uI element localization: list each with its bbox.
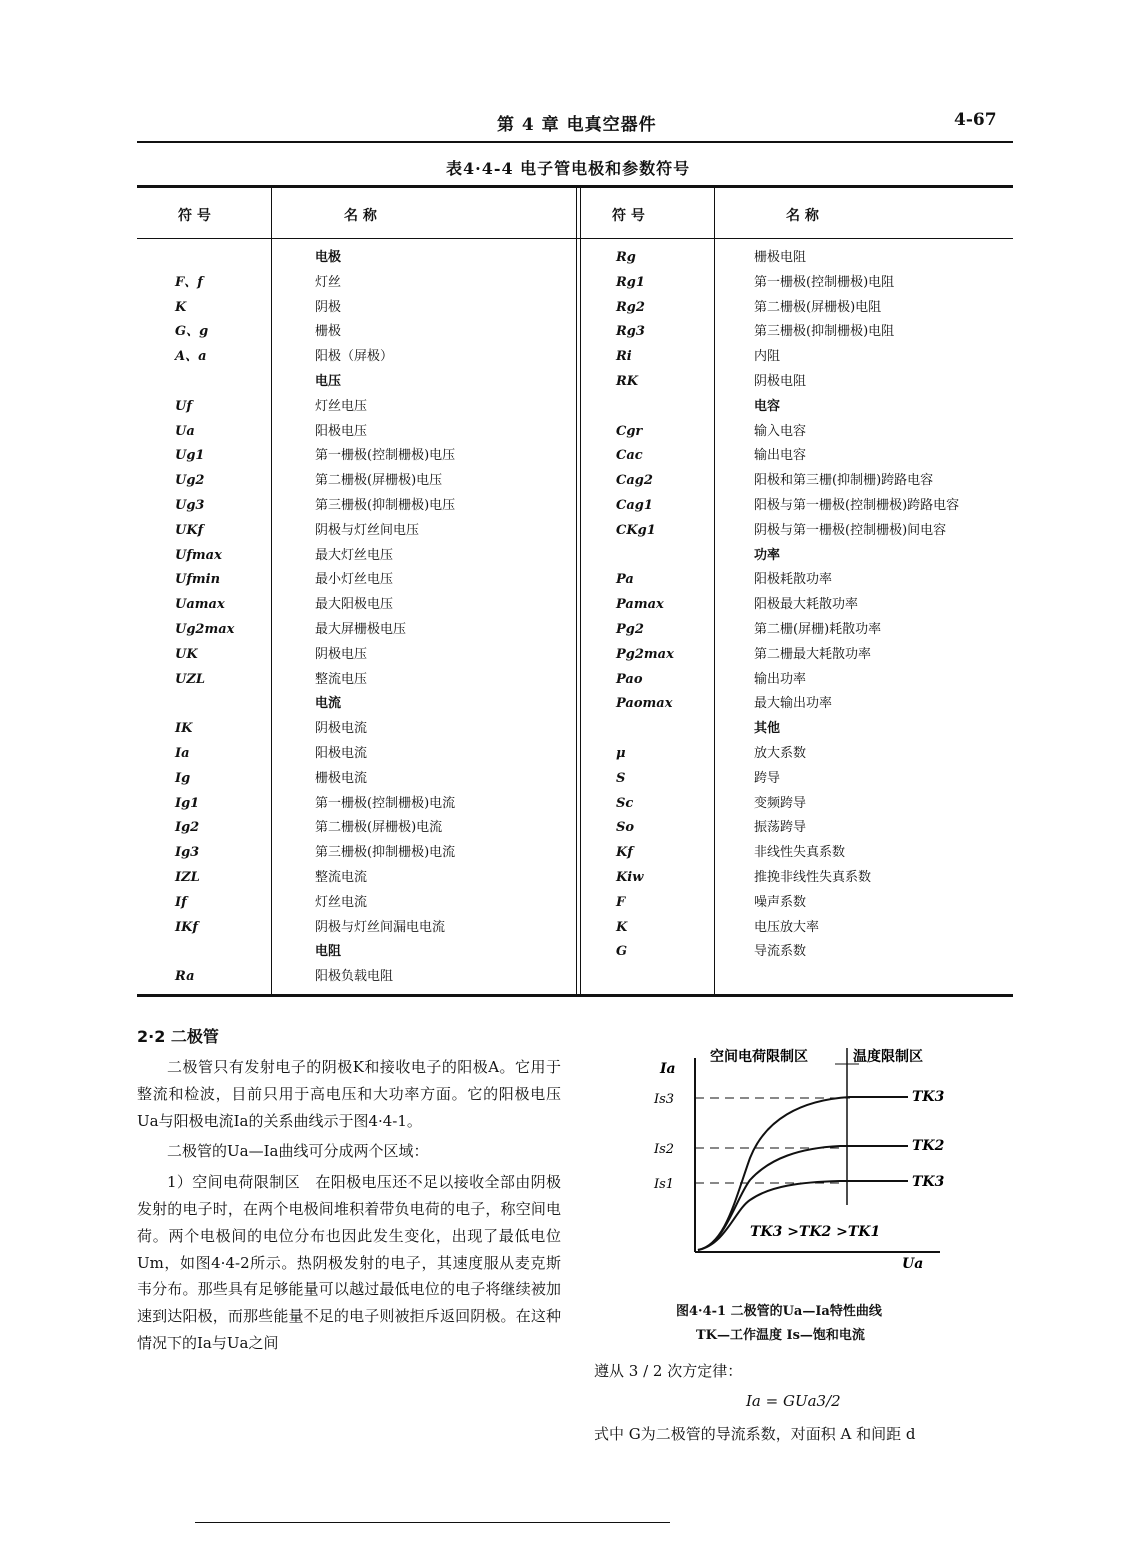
table-cell-name: 输出电容 <box>754 448 807 464</box>
header-symbol-left: 符 号 <box>178 208 211 224</box>
table-cell-symbol: Pa <box>616 572 634 588</box>
table-cell-name: 栅极电阻 <box>754 250 807 265</box>
table-cell-name: 阳极负载电阻 <box>315 969 394 985</box>
table-cell-symbol: Ug3 <box>175 498 205 513</box>
table-cell-symbol: Cgr <box>616 423 643 439</box>
table-cell-name: 推挽非线性失真系数 <box>754 870 872 885</box>
level-label: Is1 <box>654 1177 675 1192</box>
table-cell-name: 整流电压 <box>315 671 368 687</box>
region-right-label: 温度限制区 <box>853 1049 923 1065</box>
table-cell-name: 跨导 <box>754 770 781 786</box>
table-cell-symbol: Ua <box>175 423 195 439</box>
header-symbol-right: 符 号 <box>612 208 645 224</box>
table-cell-symbol: Ug2max <box>175 622 235 637</box>
inequality-label: TK3 >TK2 >TK1 <box>750 1224 881 1240</box>
header-name-right: 名 称 <box>786 208 819 224</box>
curve-label: TK3 <box>912 1174 945 1190</box>
table-cell-symbol: K <box>616 919 628 935</box>
table-cell-name: 电容 <box>754 398 781 414</box>
table-cell-symbol: K <box>175 299 187 315</box>
figure-caption: 图4·4-1 二极管的Ua—Ia特性曲线 <box>676 1304 882 1319</box>
table-cell-name: 输入电容 <box>754 423 807 439</box>
table-cell-name: 阳极（屏极） <box>315 349 394 365</box>
table-cell-name: 导流系数 <box>754 944 807 960</box>
table-bottom-rule <box>137 994 1013 997</box>
col-divider-double-a <box>576 188 577 994</box>
x-axis-label: Ua <box>902 1256 924 1272</box>
formula: Ia = GUa3/2 <box>746 1392 841 1410</box>
table-cell-symbol: Ig2 <box>175 820 200 836</box>
region-left-label: 空间电荷限制区 <box>710 1049 808 1065</box>
paragraph: 二极管只有发射电子的阴极K和接收电子的阳极A。它用于整流和检波，目前只用于高电压和大功率方面。它的阳极电压Ua与阳极电流Ia的关系曲线示于图4·4-1。 <box>137 1058 561 1130</box>
table-cell-name: 放大系数 <box>754 746 807 761</box>
y-axis-label: Ia <box>660 1061 676 1077</box>
table-title: 表4·4-4 电子管电极和参数符号 <box>446 159 691 178</box>
table-cell-symbol: CKg1 <box>616 522 656 538</box>
table-cell-name: 最大阳极电压 <box>315 597 394 613</box>
table-cell-symbol: So <box>616 820 635 836</box>
table-cell-symbol: Rg3 <box>616 324 645 340</box>
table-cell-name: 第三栅极(抑制栅极)电阻 <box>754 324 895 340</box>
table-cell-symbol: Uf <box>175 398 192 414</box>
table-cell-name: 变频跨导 <box>754 795 807 811</box>
table-cell-symbol: IZL <box>175 870 200 885</box>
table-cell-name: 阳极与第一栅极(控制栅极)跨路电容 <box>754 498 960 513</box>
table-cell-name: 电阻 <box>315 944 342 960</box>
page-number: 4-67 <box>954 110 997 130</box>
footer-rule <box>195 1522 670 1523</box>
table-cell-symbol: IK <box>175 721 193 737</box>
table-cell-symbol: Rg <box>616 250 636 265</box>
table-cell-symbol: Paomax <box>616 696 673 712</box>
table-cell-name: 灯丝电流 <box>315 894 368 910</box>
curve-label: TK3 <box>912 1089 945 1105</box>
table-cell-name: 最大屏栅极电压 <box>315 622 407 637</box>
table-cell-symbol: Uamax <box>175 597 225 613</box>
table-cell-name: 电极 <box>315 250 342 265</box>
header-name-left: 名 称 <box>344 208 377 224</box>
table-cell-symbol: Rg2 <box>616 299 645 315</box>
table-cell-symbol: Cag1 <box>616 498 653 513</box>
table-cell-name: 栅极 <box>315 324 342 340</box>
table-cell-name: 最大灯丝电压 <box>315 547 394 563</box>
table-cell-symbol: F <box>616 894 626 910</box>
table-cell-name: 阴极电阻 <box>754 374 807 389</box>
table-cell-symbol: Cac <box>616 448 643 464</box>
paragraph: 二极管的Ua—Ia曲线可分成两个区域： <box>167 1142 429 1161</box>
table-cell-symbol: F、f <box>175 274 203 290</box>
table-cell-name: 第二栅极(屏栅极)电压 <box>315 473 443 489</box>
table-cell-symbol: μ <box>616 746 626 761</box>
body-text <box>137 1054 561 1357</box>
table-cell-symbol: Ufmax <box>175 547 222 563</box>
table-cell-name: 非线性失真系数 <box>754 845 846 861</box>
level-label: Is2 <box>654 1142 675 1157</box>
section-heading: 2·2 二极管 <box>137 1027 219 1046</box>
table-cell-name: 振荡跨导 <box>754 820 807 836</box>
table-header-rule <box>137 238 1013 239</box>
col-divider <box>714 188 715 994</box>
table-cell-symbol: Pao <box>616 671 643 687</box>
table-cell-name: 阴极与第一栅极(控制栅极)间电容 <box>754 522 947 538</box>
table-cell-name: 整流电流 <box>315 870 368 885</box>
table-cell-name: 灯丝电压 <box>315 398 368 414</box>
table-cell-name: 栅极电流 <box>315 770 368 786</box>
table-cell-name: 阴极与灯丝间漏电电流 <box>315 919 446 935</box>
curve-label: TK2 <box>912 1138 945 1154</box>
table-cell-name: 阴极电压 <box>315 646 368 662</box>
table-cell-symbol: Rg1 <box>616 274 645 290</box>
table-cell-name: 第一栅极(控制栅极)电流 <box>315 795 456 811</box>
col-divider-double-b <box>580 188 581 994</box>
table-cell-name: 阴极电流 <box>315 721 368 737</box>
table-top-rule <box>137 185 1013 188</box>
table-cell-symbol: Ufmin <box>175 572 221 588</box>
table-cell-symbol: Ri <box>616 349 632 365</box>
table-cell-name: 第二栅最大耗散功率 <box>754 646 872 662</box>
table-cell-symbol: Ig <box>175 770 191 786</box>
table-cell-name: 内阻 <box>754 349 781 365</box>
figure-caption-legend: TK—工作温度 Is—饱和电流 <box>696 1328 865 1343</box>
table-cell-symbol: If <box>175 894 187 910</box>
table-cell-name: 功率 <box>754 547 781 563</box>
diode-characteristic-figure <box>640 1040 970 1290</box>
table-cell-symbol: Ig1 <box>175 795 200 811</box>
table-cell-name: 电压放大率 <box>754 919 820 935</box>
table-cell-name: 电流 <box>315 696 342 712</box>
table-cell-symbol: Pg2 <box>616 622 644 637</box>
paragraph: 1）空间电荷限制区 在阳极电压还不足以接收全部由阴极发射的电子时，在两个电极间堆积着带负电荷的电子，称空间电荷。两个电极间的电位分布也因此发生变化，出现了最低电位Um，如图4·4-2所示。热阴极发射的电子，其速度服从麦克斯韦分布。那些具有足够能量可以越过最低电位的电子将继续被加速到达阳极，而那些能量不足的电子则被拒斥返回阴极。在这种情况下的Ia与Ua之间 <box>137 1173 561 1352</box>
table-cell-name: 阴极 <box>315 299 342 315</box>
table-cell-symbol: Ug1 <box>175 448 205 464</box>
table-cell-name: 输出功率 <box>754 671 807 687</box>
table-cell-name: 阴极与灯丝间电压 <box>315 522 420 538</box>
table-cell-symbol: Ia <box>175 746 190 761</box>
table-cell-symbol: UKf <box>175 522 204 538</box>
table-cell-name: 第一栅极(控制栅极)电阻 <box>754 274 895 290</box>
table-cell-symbol: Cag2 <box>616 473 653 489</box>
table-cell-name: 第二栅(屏栅)耗散功率 <box>754 622 882 637</box>
table-cell-symbol: RK <box>616 374 639 389</box>
table-cell-symbol: Ig3 <box>175 845 200 861</box>
table-cell-name: 阳极和第三栅(抑制栅)跨路电容 <box>754 473 934 489</box>
table-cell-symbol: S <box>616 770 626 786</box>
table-cell-symbol: Pamax <box>616 597 664 613</box>
table-cell-symbol: G <box>616 944 628 960</box>
table-cell-symbol: G、g <box>175 324 209 340</box>
table-cell-symbol: Pg2max <box>616 646 674 662</box>
table-cell-symbol: UK <box>175 646 198 662</box>
table-cell-name: 第三栅极(抑制栅极)电压 <box>315 498 456 513</box>
table-cell-symbol: Sc <box>616 795 634 811</box>
header-rule <box>137 141 1013 143</box>
table-cell-name: 第二栅极(屏栅极)电流 <box>315 820 443 836</box>
table-cell-name: 噪声系数 <box>754 894 807 910</box>
table-cell-name: 第一栅极(控制栅极)电压 <box>315 448 456 464</box>
table-cell-name: 最大输出功率 <box>754 696 833 712</box>
right-text-line: 式中 G为二极管的导流系数，对面积 A 和间距 d <box>594 1425 916 1443</box>
table-cell-name: 第二栅极(屏栅极)电阻 <box>754 299 882 315</box>
table-cell-symbol: Kiw <box>616 870 644 885</box>
table-cell-symbol: IKf <box>175 919 198 935</box>
table-cell-name: 第三栅极(抑制栅极)电流 <box>315 845 456 861</box>
table-cell-name: 灯丝 <box>315 274 342 290</box>
table-cell-name: 阳极电流 <box>315 746 368 761</box>
table-cell-name: 其他 <box>754 721 781 737</box>
table-cell-name: 最小灯丝电压 <box>315 572 394 588</box>
table-cell-name: 电压 <box>315 374 342 389</box>
table-cell-symbol: Kf <box>616 845 633 861</box>
col-divider <box>271 188 272 994</box>
level-label: Is3 <box>654 1092 675 1107</box>
table-cell-symbol: A、a <box>175 349 207 365</box>
table-cell-name: 阳极最大耗散功率 <box>754 597 859 613</box>
table-cell-symbol: Ra <box>175 969 195 985</box>
table-cell-symbol: UZL <box>175 671 205 687</box>
chapter-title: 第 4 章 电真空器件 <box>497 115 657 135</box>
right-text-line: 遵从 3 / 2 次方定律： <box>594 1362 743 1380</box>
table-cell-symbol: Ug2 <box>175 473 205 489</box>
table-cell-name: 阳极耗散功率 <box>754 572 833 588</box>
table-cell-name: 阳极电压 <box>315 423 368 439</box>
